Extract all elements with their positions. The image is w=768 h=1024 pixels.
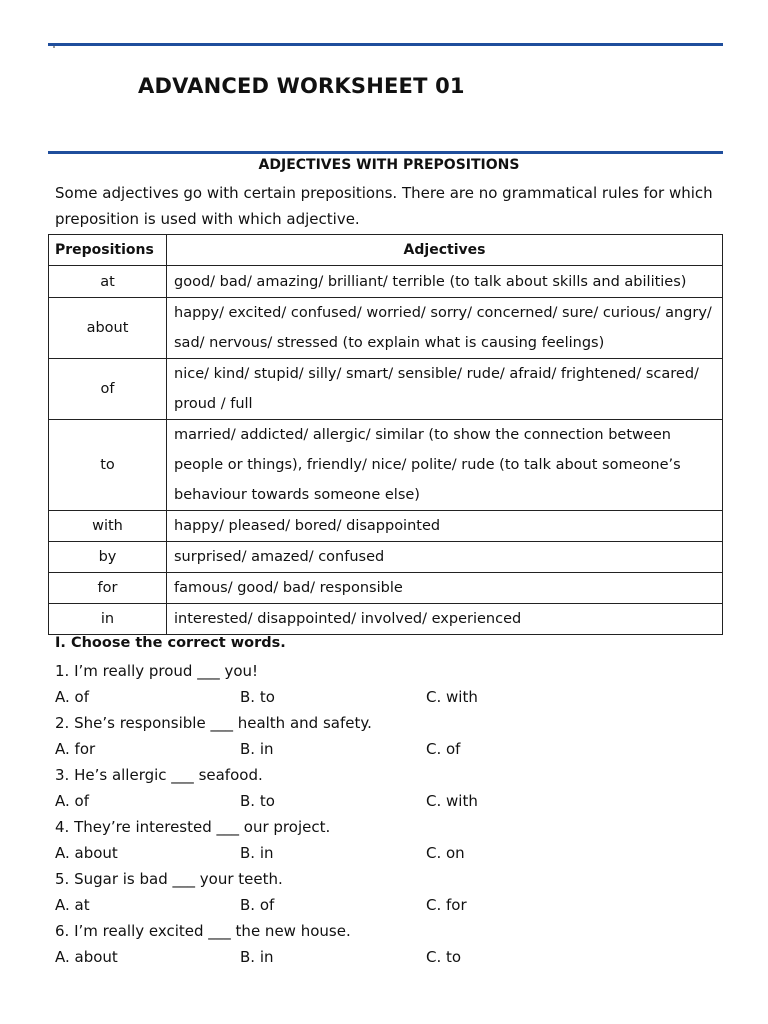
preposition-cell: by (49, 542, 167, 573)
adjectives-cell: interested/ disappointed/ involved/ experienced (167, 604, 723, 635)
table-row (49, 266, 723, 298)
prepositions-table (48, 234, 723, 635)
adjectives-cell: happy/ pleased/ bored/ disappointed (167, 511, 723, 542)
top-divider (48, 43, 723, 46)
preposition-cell: at (49, 266, 167, 298)
option-a: A. about (55, 948, 118, 966)
corner-mark (53, 46, 55, 48)
option-b: B. in (240, 740, 274, 758)
table-row (49, 573, 723, 604)
adjectives-cell: married/ addicted/ allergic/ similar (to show the connection between people or things), friendly/ nice/ polite/ rude (to talk about someone’s behaviour towards someone else) (167, 420, 723, 511)
preposition-cell: for (49, 573, 167, 604)
answer-options (55, 788, 725, 814)
preposition-cell: about (49, 298, 167, 359)
option-b: B. to (240, 792, 275, 810)
preposition-cell: with (49, 511, 167, 542)
table-header-row (49, 235, 723, 266)
adjectives-cell: famous/ good/ bad/ responsible (167, 573, 723, 604)
section-title: ADJECTIVES WITH PREPOSITIONS (258, 157, 520, 173)
option-b: B. in (240, 844, 274, 862)
section-divider (48, 151, 723, 154)
option-c: C. with (426, 792, 478, 810)
question-text: 4. They’re interested ___ our project. (55, 818, 331, 836)
adjectives-cell: good/ bad/ amazing/ brilliant/ terrible (to talk about skills and abilities) (167, 266, 723, 298)
option-a: A. at (55, 896, 90, 914)
table-row (49, 359, 723, 420)
table-row (49, 604, 723, 635)
column-header-adjectives: Adjectives (167, 235, 723, 266)
adjectives-cell: happy/ excited/ confused/ worried/ sorry/ concerned/ sure/ curious/ angry/ sad/ nervous/ stressed (to explain what is causing feelings) (167, 298, 723, 359)
option-a: A. about (55, 844, 118, 862)
answer-options (55, 840, 725, 866)
answer-options (55, 736, 725, 762)
option-a: A. of (55, 688, 89, 706)
answer-options (55, 684, 725, 710)
question-text: 6. I’m really excited ___ the new house. (55, 922, 351, 940)
option-c: C. of (426, 740, 461, 758)
question-text: 3. He’s allergic ___ seafood. (55, 766, 263, 784)
table-row (49, 420, 723, 511)
preposition-cell: of (49, 359, 167, 420)
option-c: C. to (426, 948, 462, 966)
table-row (49, 511, 723, 542)
page-title: ADVANCED WORKSHEET 01 (138, 74, 465, 98)
option-c: C. on (426, 844, 465, 862)
question-text: 2. She’s responsible ___ health and safety. (55, 714, 372, 732)
option-b: B. in (240, 948, 274, 966)
preposition-cell: in (49, 604, 167, 635)
option-c: C. with (426, 688, 478, 706)
option-a: A. of (55, 792, 89, 810)
adjectives-cell: nice/ kind/ stupid/ silly/ smart/ sensible/ rude/ afraid/ frightened/ scared/ proud / full (167, 359, 723, 420)
option-b: B. to (240, 688, 275, 706)
table-row (49, 542, 723, 573)
question-text: 5. Sugar is bad ___ your teeth. (55, 870, 283, 888)
answer-options (55, 944, 725, 970)
option-c: C. for (426, 896, 467, 914)
table-row (49, 298, 723, 359)
answer-options (55, 892, 725, 918)
exercise-heading: I. Choose the correct words. (55, 635, 286, 651)
question-text: 1. I’m really proud ___ you! (55, 662, 259, 680)
preposition-cell: to (49, 420, 167, 511)
option-b: B. of (240, 896, 275, 914)
adjectives-cell: surprised/ amazed/ confused (167, 542, 723, 573)
exercise-section (55, 632, 725, 970)
column-header-prepositions: Prepositions (49, 235, 167, 266)
intro-paragraph: Some adjectives go with certain prepositions. There are no grammatical rules for which preposition is used with which adjective. (55, 184, 713, 228)
option-a: A. for (55, 740, 96, 758)
